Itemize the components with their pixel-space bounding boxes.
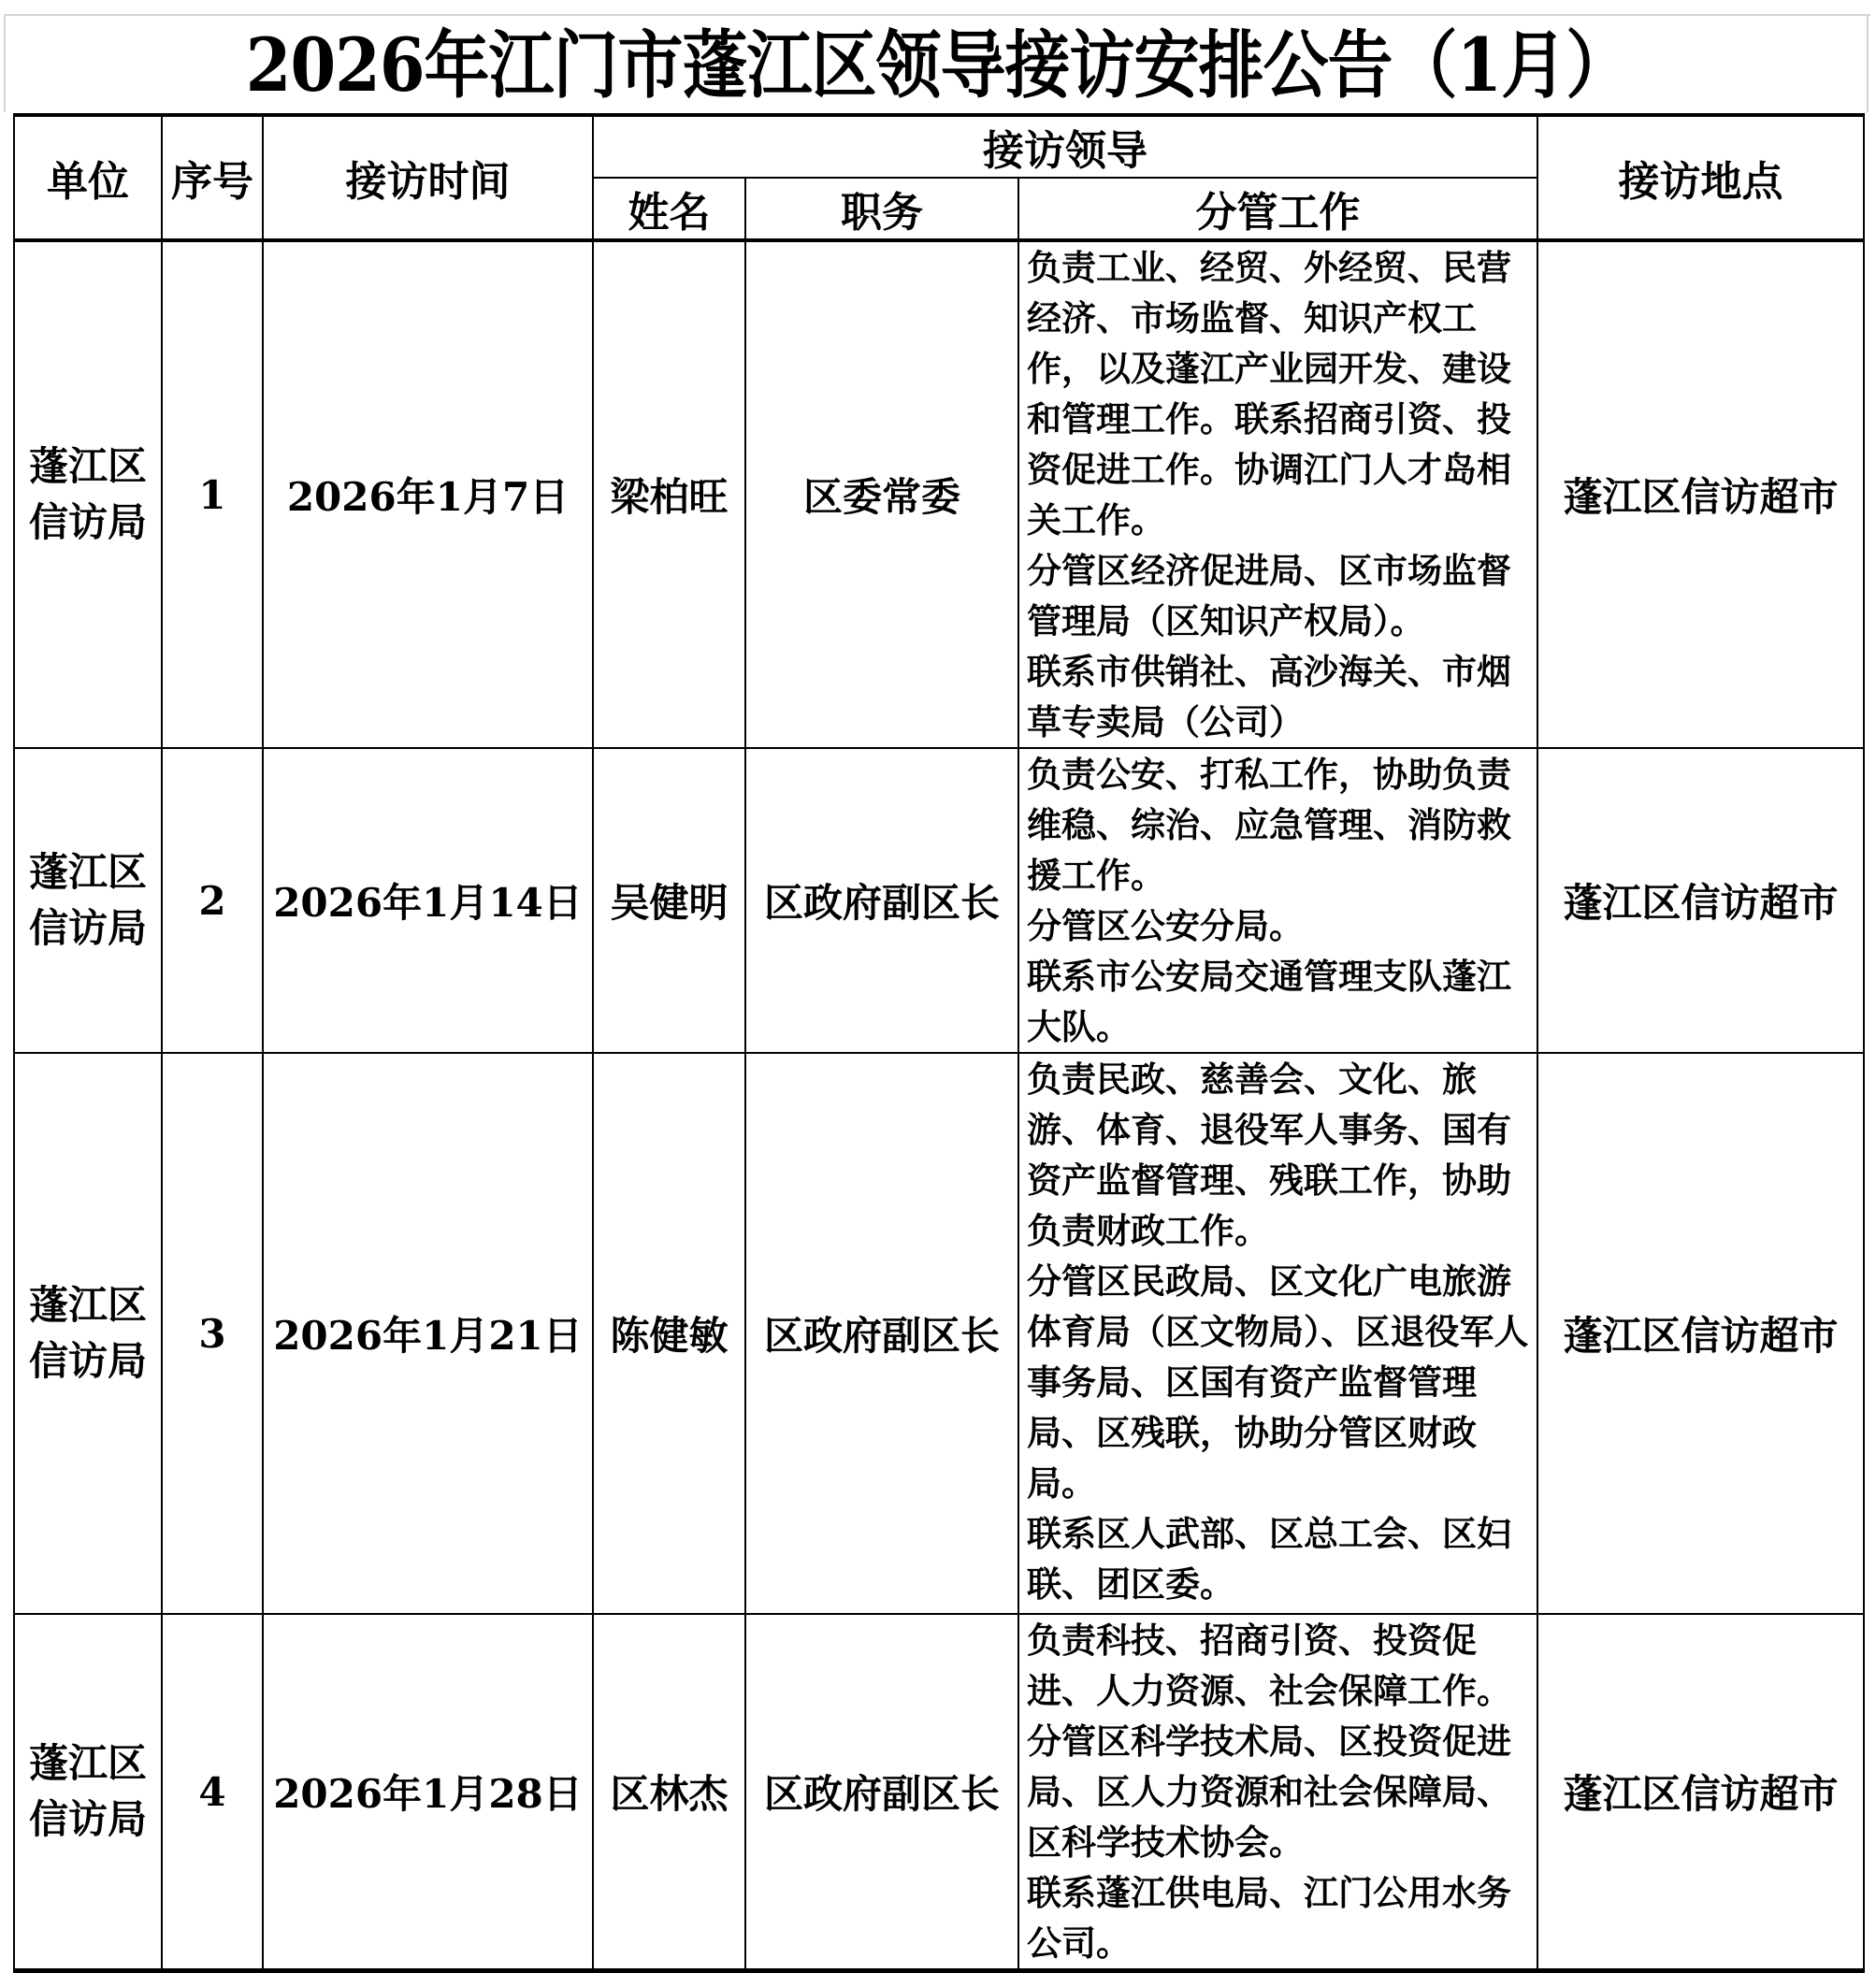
header-place: 接访地点 <box>1537 115 1864 240</box>
duties-paragraph: 负责科技、招商引资、投资促进、人力资源、社会保障工作。分管区科学技术局、区投资促进局、区人力资源和社会保障局、区科学技术协会。 <box>1027 1620 1511 1863</box>
unit-cell <box>14 240 162 748</box>
table-row <box>14 1053 1864 1614</box>
header-name: 姓名 <box>593 178 745 240</box>
table-row <box>14 240 1864 748</box>
table-row <box>14 1614 1864 1971</box>
seq-cell: 1 <box>162 240 263 748</box>
duties-paragraph: 联系区人武部、区总工会、区妇联、团区委。 <box>1027 1513 1511 1605</box>
unit-line2: 信访局 <box>28 1796 147 1842</box>
reception-schedule-table <box>13 113 1865 1973</box>
leader-position-cell: 区委常委 <box>745 240 1018 748</box>
duties-paragraph: 分管区公安分局。 <box>1027 905 1304 946</box>
duties-paragraph: 分管区经济促进局、区市场监督管理局（区知识产权局）。 <box>1027 550 1511 641</box>
place-cell: 蓬江区信访超市 <box>1537 748 1864 1053</box>
leader-position-cell: 区政府副区长 <box>745 748 1018 1053</box>
date-cell: 2026年1月28日 <box>263 1614 593 1971</box>
duties-cell <box>1018 1053 1537 1614</box>
unit-line2: 信访局 <box>28 1338 147 1384</box>
leader-name-cell: 陈健敏 <box>593 1053 745 1614</box>
date-cell: 2026年1月14日 <box>263 748 593 1053</box>
leader-name-cell: 区林杰 <box>593 1614 745 1971</box>
leader-name-cell: 梁柏旺 <box>593 240 745 748</box>
duties-paragraph: 分管区民政局、区文化广电旅游体育局（区文物局）、区退役军人事务局、区国有资产监督管理局、区残联，协助分管区财政局。 <box>1027 1260 1529 1504</box>
unit-line2: 信访局 <box>28 905 147 951</box>
unit-cell <box>14 1614 162 1971</box>
table-row <box>14 748 1864 1053</box>
leader-position-cell: 区政府副区长 <box>745 1614 1018 1971</box>
unit-line1: 蓬江区 <box>28 1282 147 1328</box>
duties-paragraph: 联系蓬江供电局、江门公用水务公司。 <box>1027 1872 1511 1964</box>
duties-paragraph: 联系市公安局交通管理支队蓬江大队。 <box>1027 956 1511 1047</box>
date-cell: 2026年1月7日 <box>263 240 593 748</box>
header-seq: 序号 <box>162 115 263 240</box>
date-cell: 2026年1月21日 <box>263 1053 593 1614</box>
duties-paragraph: 负责民政、慈善会、文化、旅游、体育、退役军人事务、国有资产监督管理、残联工作，协助负责财政工作。 <box>1027 1059 1511 1251</box>
duties-paragraph: 负责公安、打私工作，协助负责维稳、综治、应急管理、消防救援工作。 <box>1027 754 1511 896</box>
unit-line1: 蓬江区 <box>28 443 147 489</box>
header-unit: 单位 <box>14 115 162 240</box>
seq-cell: 3 <box>162 1053 263 1614</box>
unit-cell <box>14 748 162 1053</box>
header-position: 职务 <box>745 178 1018 240</box>
seq-cell: 4 <box>162 1614 263 1971</box>
unit-line2: 信访局 <box>28 499 147 545</box>
page-title: 2026年江门市蓬江区领导接访安排公告（1月） <box>245 21 1631 108</box>
unit-line1: 蓬江区 <box>28 1740 147 1786</box>
duties-paragraph: 负责工业、经贸、外经贸、民营经济、市场监督、知识产权工作，以及蓬江产业园开发、建设和管理工作。联系招商引资、投资促进工作。协调江门人才岛相关工作。 <box>1027 247 1511 540</box>
duties-cell <box>1018 240 1537 748</box>
header-leader-group: 接访领导 <box>593 115 1537 178</box>
header-time: 接访时间 <box>263 115 593 240</box>
unit-line1: 蓬江区 <box>28 849 147 895</box>
unit-cell <box>14 1053 162 1614</box>
leader-name-cell: 吴健明 <box>593 748 745 1053</box>
header-row-top <box>14 115 1864 178</box>
duties-cell <box>1018 748 1537 1053</box>
duties-cell <box>1018 1614 1537 1971</box>
place-cell: 蓬江区信访超市 <box>1537 240 1864 748</box>
seq-cell: 2 <box>162 748 263 1053</box>
duties-paragraph: 联系市供销社、高沙海关、市烟草专卖局（公司） <box>1027 651 1511 742</box>
leader-position-cell: 区政府副区长 <box>745 1053 1018 1614</box>
place-cell: 蓬江区信访超市 <box>1537 1053 1864 1614</box>
header-duties: 分管工作 <box>1018 178 1537 240</box>
place-cell: 蓬江区信访超市 <box>1537 1614 1864 1971</box>
